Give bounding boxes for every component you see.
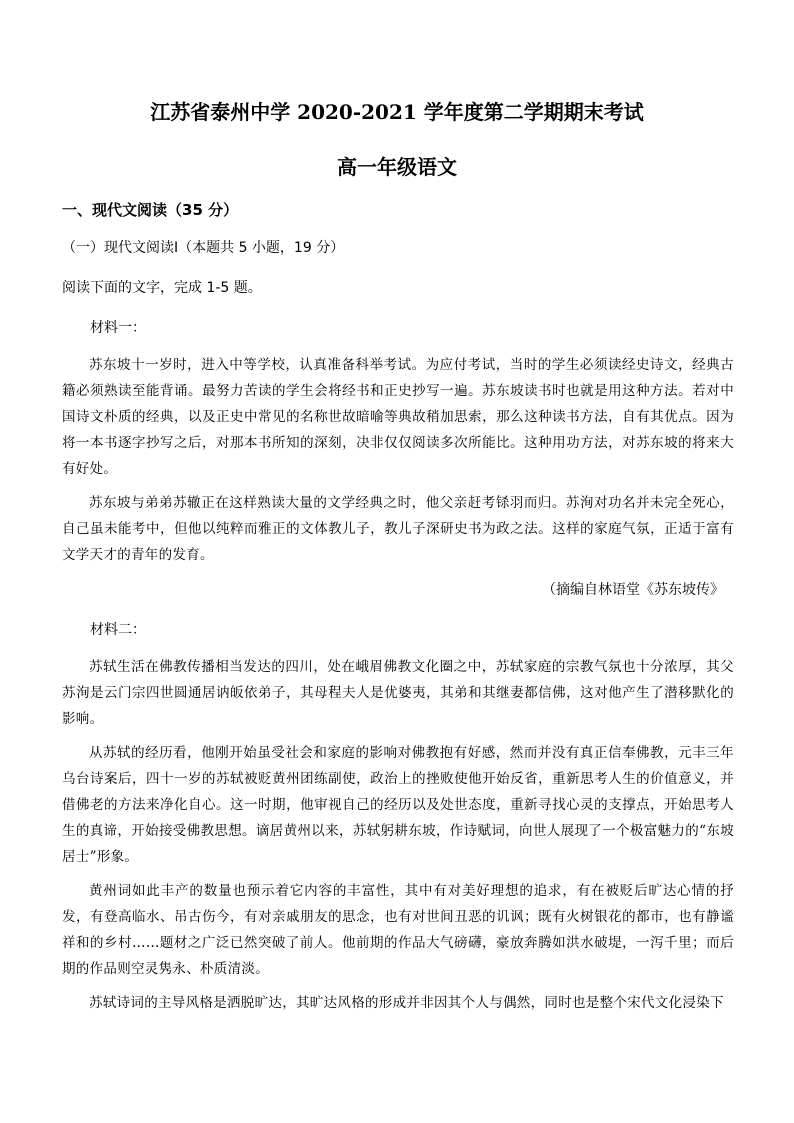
reading-instruction: 阅读下面的文字，完成 1-5 题。: [62, 280, 262, 296]
material-two-paragraph: 从苏轼的经历看，他刚开始虽受社会和家庭的影响对佛教抱有好感，然而并没有真正信奉佛教，元丰三年乌台诗案后，四十一岁的苏轼被贬黄州团练副使，政治上的挫败使他开始反省，重新思考人生的价值意义，并借佛老的方法来净化自心。这一时期，他审视自己的经历以及处世态度，重新寻找心灵的支撑点，开始思考人生的真谛，开始接受佛教思想。谪居黄州以来，苏轼躬耕东坡，作诗赋词，向世人展现了一个极富魅力的“东坡居士”形象。: [62, 745, 734, 865]
exam-subtitle: 高一年级语文: [337, 155, 457, 179]
material-two-paragraph: 黄州词如此丰产的数量也预示着它内容的丰富性，其中有对美好理想的追求，有在被贬后旷达心情的抒发，有登高临水、吊古伤今，有对亲戚朋友的思念，也有对世间丑恶的讥讽；既有火树银花的都市，也有静谧祥和的乡村……题材之广泛已然突破了前人。他前期的作品大气磅礴，豪放奔腾如洪水破堤，一泻千里；而后期的作品则空灵隽永、朴质清淡。: [62, 883, 734, 977]
section-subheading: （一）现代文阅读Ⅰ（本题共 5 小题，19 分）: [62, 240, 345, 256]
material-two-paragraph: 苏轼生活在佛教传播相当发达的四川，处在峨眉佛教文化圈之中，苏轼家庭的宗教气氛也十分浓厚，其父苏洵是云门宗四世圆通居讷皈依弟子，其母程夫人是优婆夷，其弟和其继妻都信佛，这对他产生了潜移默化的影响。: [62, 659, 734, 727]
material-one-paragraph: 苏东坡十一岁时，进入中等学校，认真准备科举考试。为应付考试，当时的学生必须读经史诗文，经典古籍必须熟读至能背诵。最努力苦读的学生会将经书和正史抄写一遍。苏东坡读书时也就是用这种方法。若对中国诗文朴质的经典，以及正史中常见的名称世故暗喻等典故稍加思索，那么这种读书方法，自有其优点。因为将一本书逐字抄写之后，对那本书所知的深刻，决非仅仅阅读多次所能比。这种用功方法，对苏东坡的将来大有好处。: [62, 357, 734, 477]
material-two-paragraph: 苏轼诗词的主导风格是洒脱旷达，其旷达风格的形成并非因其个人与偶然，同时也是整个宋代文化浸染下: [89, 995, 724, 1011]
section-heading: 一、现代文阅读（35 分）: [62, 201, 239, 219]
material-one-label: 材料一：: [90, 320, 146, 336]
material-two-label: 材料二：: [90, 622, 146, 638]
exam-title: 江苏省泰州中学 2020-2021 学年度第二学期期末考试: [150, 100, 644, 124]
material-one-paragraph: 苏东坡与弟弟苏辙正在这样熟读大量的文学经典之时，他父亲赶考铩羽而归。苏洵对功名并未完全死心，自己虽未能考中，但他以纯粹而雅正的文体教儿子，教儿子深研史书为政之法。这样的家庭气氛，正适于富有文学天才的青年的发育。: [62, 495, 734, 563]
material-one-source: （摘编自林语堂《苏东坡传》: [542, 582, 724, 598]
